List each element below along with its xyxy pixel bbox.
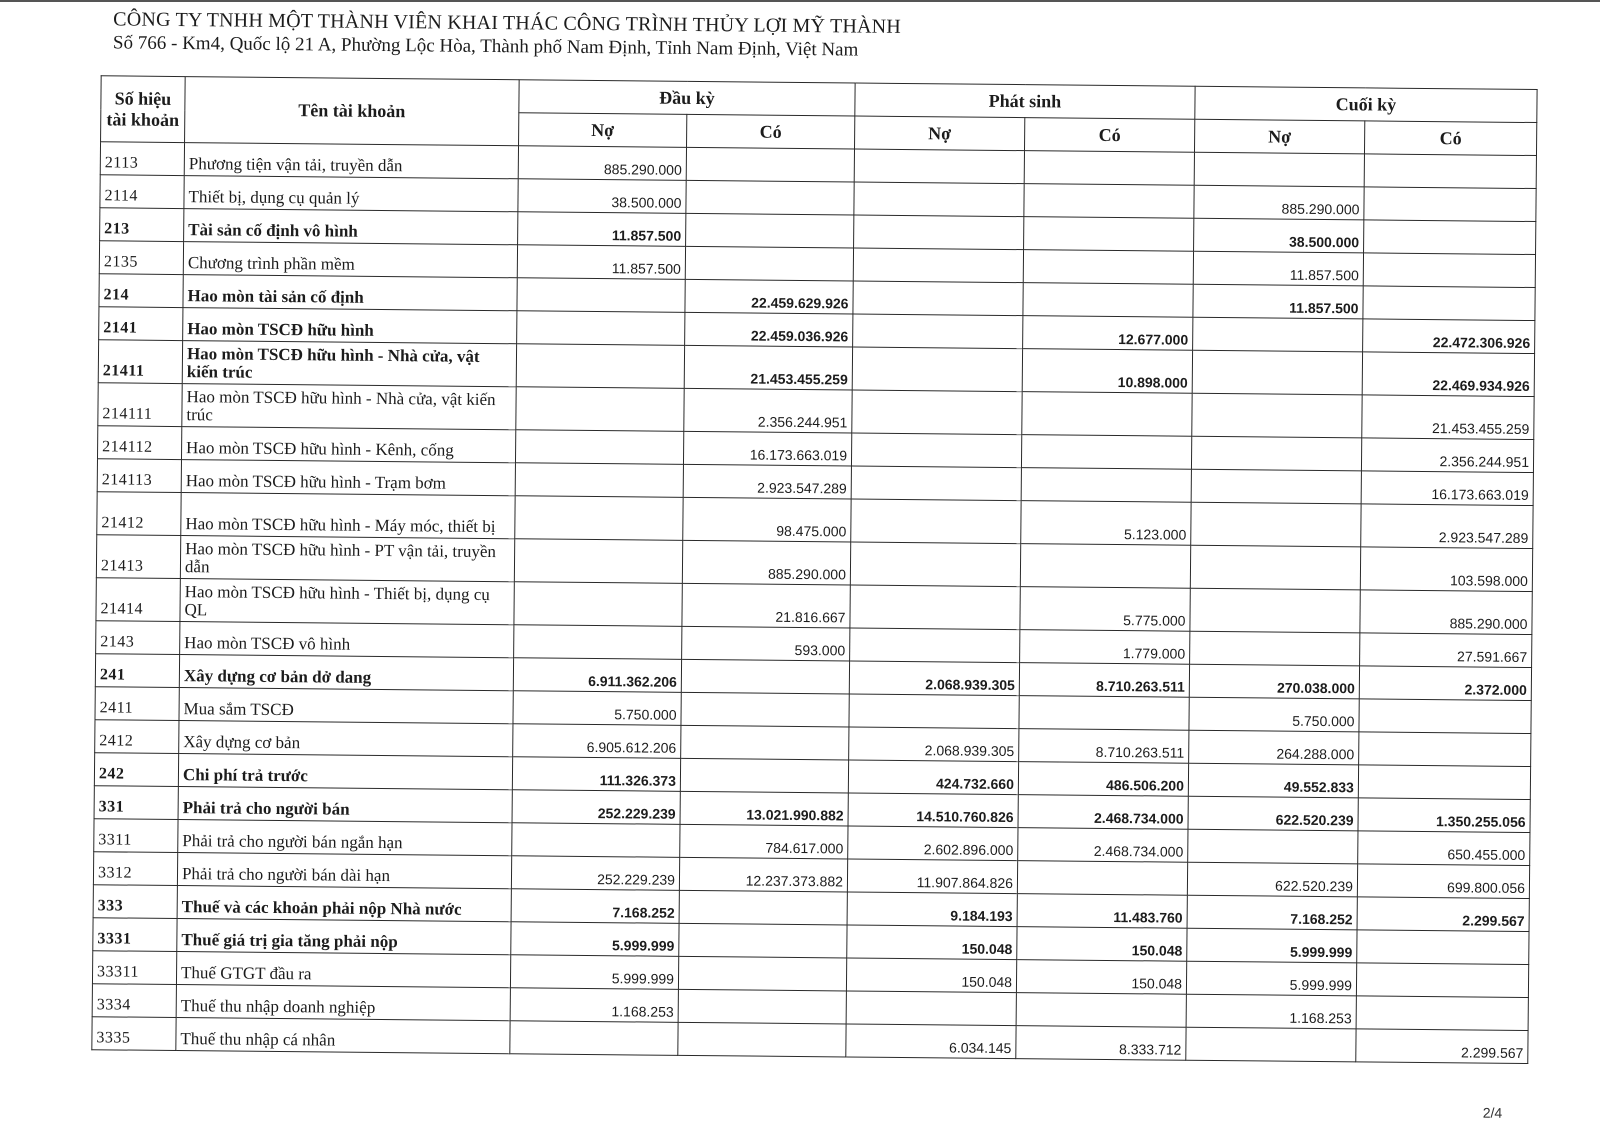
account-code-cell: 21412: [97, 492, 181, 536]
opening-debit-cell: 885.290.000: [518, 146, 686, 181]
movement-debit-cell: 150.048: [847, 925, 1017, 960]
closing-credit-cell: [1357, 930, 1529, 965]
header-movement: Phát sinh: [855, 83, 1195, 119]
closing-debit-cell: [1186, 1027, 1356, 1062]
closing-debit-cell: 885.290.000: [1194, 185, 1364, 220]
movement-debit-cell: [850, 585, 1020, 630]
movement-credit-cell: [1019, 696, 1189, 731]
closing-credit-cell: 2.299.567: [1357, 897, 1529, 932]
opening-credit-cell: [685, 246, 853, 281]
account-code-cell: 331: [94, 786, 178, 820]
opening-debit-cell: [514, 582, 682, 627]
account-code-cell: 214111: [98, 383, 182, 427]
closing-debit-cell: 270.038.000: [1189, 664, 1359, 699]
page-number: 2/4: [1482, 1104, 1503, 1121]
header-account-name: Tên tài khoản: [185, 77, 520, 146]
closing-credit-cell: 699.800.056: [1357, 864, 1529, 899]
account-name-cell: Xây dựng cơ bản: [179, 721, 513, 757]
opening-credit-cell: [681, 659, 849, 694]
closing-debit-cell: 622.520.239: [1188, 796, 1358, 831]
movement-credit-cell: 10.898.000: [1022, 349, 1192, 394]
header-closing-credit: Có: [1364, 121, 1536, 156]
account-code-cell: 3311: [94, 819, 178, 853]
opening-credit-cell: 2.356.244.951: [684, 388, 852, 433]
movement-credit-cell: 8.333.712: [1016, 1026, 1186, 1061]
movement-credit-cell: 150.048: [1017, 927, 1187, 962]
trial-balance-table: [91, 75, 1537, 1064]
closing-debit-cell: 264.288.000: [1189, 730, 1359, 765]
movement-credit-cell: 12.677.000: [1023, 316, 1193, 351]
closing-credit-cell: [1364, 187, 1536, 222]
account-name-cell: Thuế thu nhập cá nhân: [176, 1018, 510, 1054]
account-code-cell: 2113: [100, 142, 184, 176]
closing-debit-cell: 622.520.239: [1187, 862, 1357, 897]
account-name-cell: Hao mòn TSCĐ hữu hình - Thiết bị, dụng cụ QL: [180, 579, 514, 625]
closing-credit-cell: 1.350.255.056: [1358, 798, 1530, 833]
movement-credit-cell: 2.468.734.000: [1018, 828, 1188, 863]
header-opening-credit: Có: [687, 114, 855, 149]
account-code-cell: 3334: [92, 984, 176, 1018]
opening-debit-cell: 111.326.373: [512, 757, 680, 792]
closing-debit-cell: 11.857.500: [1193, 284, 1363, 319]
movement-credit-cell: [1020, 544, 1190, 589]
opening-debit-cell: [517, 311, 685, 346]
account-code-cell: 241: [95, 654, 179, 688]
movement-credit-cell: [1023, 283, 1193, 318]
closing-debit-cell: [1188, 829, 1358, 864]
movement-credit-cell: [1024, 217, 1194, 252]
movement-debit-cell: [854, 182, 1024, 217]
opening-debit-cell: [516, 387, 684, 432]
opening-credit-cell: 98.475.000: [683, 497, 851, 542]
closing-debit-cell: 5.999.999: [1187, 928, 1357, 963]
opening-credit-cell: 12.237.373.882: [679, 857, 847, 892]
movement-credit-cell: [1021, 468, 1191, 503]
opening-debit-cell: [517, 278, 685, 313]
account-code-cell: 21414: [96, 578, 180, 622]
closing-credit-cell: 2.356.244.951: [1361, 438, 1533, 473]
account-code-cell: 3312: [93, 852, 177, 886]
closing-debit-cell: 7.168.252: [1187, 895, 1357, 930]
opening-debit-cell: 252.229.239: [512, 790, 680, 825]
opening-credit-cell: 593.000: [682, 626, 850, 661]
opening-debit-cell: [516, 344, 684, 389]
opening-debit-cell: 11.857.500: [518, 212, 686, 247]
movement-credit-cell: 11.483.760: [1017, 894, 1187, 929]
closing-credit-cell: 22.472.306.926: [1363, 319, 1535, 354]
header-opening-balance: Đầu kỳ: [519, 80, 855, 116]
opening-credit-cell: 22.459.036.926: [685, 312, 853, 347]
opening-debit-cell: [510, 1021, 678, 1056]
movement-debit-cell: [854, 149, 1024, 184]
closing-debit-cell: [1190, 631, 1360, 666]
opening-credit-cell: 13.021.990.882: [680, 791, 848, 826]
closing-credit-cell: [1359, 732, 1531, 767]
movement-debit-cell: [851, 499, 1021, 544]
header-movement-credit: Có: [1024, 118, 1194, 153]
account-code-cell: 3331: [93, 918, 177, 952]
closing-debit-cell: 5.750.000: [1189, 697, 1359, 732]
closing-debit-cell: [1191, 469, 1361, 504]
movement-credit-cell: [1022, 392, 1192, 437]
opening-credit-cell: [679, 890, 847, 925]
closing-credit-cell: 2.299.567: [1356, 1029, 1528, 1064]
account-name-cell: Hao mòn TSCĐ hữu hình - PT vận tải, truyền dẫn: [180, 536, 514, 582]
closing-credit-cell: 650.455.000: [1358, 831, 1530, 866]
closing-credit-cell: [1364, 220, 1536, 255]
account-name-cell: Phải trả cho người bán ngắn hạn: [178, 820, 512, 856]
movement-debit-cell: 2.068.939.305: [849, 661, 1019, 696]
movement-credit-cell: 486.506.200: [1018, 762, 1188, 797]
opening-debit-cell: 5.750.000: [513, 691, 681, 726]
movement-debit-cell: 6.034.145: [846, 1024, 1016, 1059]
opening-credit-cell: [681, 692, 849, 727]
closing-credit-cell: [1358, 765, 1530, 800]
account-name-cell: Hao mòn TSCĐ hữu hình - Nhà cửa, vật kiến trúc: [182, 341, 516, 387]
opening-debit-cell: [515, 463, 683, 498]
movement-credit-cell: [1024, 184, 1194, 219]
header-closing-balance: Cuối kỳ: [1195, 86, 1537, 122]
account-name-cell: Thuế và các khoản phải nộp Nhà nước: [177, 886, 511, 922]
opening-credit-cell: [686, 213, 854, 248]
movement-debit-cell: 2.068.939.305: [849, 727, 1019, 762]
closing-debit-cell: [1192, 393, 1362, 438]
movement-debit-cell: [853, 281, 1023, 316]
account-name-cell: Thuế giá trị gia tăng phải nộp: [177, 919, 511, 955]
movement-credit-cell: [1017, 861, 1187, 896]
movement-credit-cell: [1021, 435, 1191, 470]
closing-credit-cell: [1356, 996, 1528, 1031]
opening-debit-cell: [512, 823, 680, 858]
closing-debit-cell: 1.168.253: [1186, 994, 1356, 1029]
opening-credit-cell: [680, 758, 848, 793]
opening-credit-cell: 22.459.629.926: [685, 279, 853, 314]
opening-debit-cell: [514, 625, 682, 660]
opening-debit-cell: [515, 496, 683, 541]
account-name-cell: Thuế GTGT đầu ra: [176, 952, 510, 988]
account-code-cell: 2143: [96, 621, 180, 655]
opening-debit-cell: 6.911.362.206: [513, 658, 681, 693]
movement-debit-cell: 11.907.864.826: [847, 859, 1017, 894]
movement-credit-cell: 2.468.734.000: [1018, 795, 1188, 830]
closing-credit-cell: 885.290.000: [1360, 590, 1532, 635]
account-name-cell: Hao mòn TSCĐ hữu hình - Trạm bơm: [181, 460, 515, 496]
account-name-cell: Phương tiện vận tải, truyền dẫn: [184, 143, 518, 179]
account-code-cell: 2114: [100, 175, 184, 209]
account-code-cell: 3335: [92, 1017, 176, 1051]
account-code-cell: 333: [93, 885, 177, 919]
opening-credit-cell: [681, 725, 849, 760]
movement-debit-cell: [851, 466, 1021, 501]
account-code-cell: 2411: [95, 687, 179, 721]
opening-credit-cell: [679, 923, 847, 958]
movement-debit-cell: [849, 694, 1019, 729]
account-name-cell: Tài sản cố định vô hình: [184, 209, 518, 245]
opening-debit-cell: 5.999.999: [510, 955, 678, 990]
movement-debit-cell: 424.732.660: [848, 760, 1018, 795]
account-name-cell: Xây dựng cơ bản dở dang: [179, 655, 513, 691]
closing-debit-cell: 5.999.999: [1186, 961, 1356, 996]
header-account-code: Số hiệu tài khoản: [101, 76, 186, 143]
account-name-cell: Chương trình phần mềm: [183, 242, 517, 278]
movement-debit-cell: [851, 433, 1021, 468]
header-closing-debit: Nợ: [1194, 119, 1364, 154]
opening-debit-cell: 11.857.500: [517, 245, 685, 280]
movement-debit-cell: 150.048: [846, 958, 1016, 993]
movement-debit-cell: [854, 215, 1024, 250]
closing-debit-cell: [1191, 502, 1361, 547]
account-name-cell: Hao mòn tài sản cố định: [183, 275, 517, 311]
account-code-cell: 242: [94, 753, 178, 787]
movement-credit-cell: 150.048: [1016, 960, 1186, 995]
document-header: [113, 7, 1013, 64]
opening-credit-cell: 21.816.667: [682, 583, 850, 628]
movement-debit-cell: 14.510.760.826: [848, 793, 1018, 828]
company-name: CÔNG TY TNHH MỘT THÀNH VIÊN KHAI THÁC CÔNG TRÌNH THỦY LỢI MỸ THÀNH: [113, 8, 902, 38]
account-code-cell: 2412: [95, 720, 179, 754]
opening-credit-cell: [678, 989, 846, 1024]
opening-debit-cell: 38.500.000: [518, 179, 686, 214]
account-code-cell: 2141: [99, 307, 183, 341]
account-code-cell: 214112: [97, 426, 181, 460]
account-name-cell: Hao mòn TSCĐ hữu hình: [183, 308, 517, 344]
opening-credit-cell: [686, 147, 854, 182]
movement-credit-cell: [1024, 151, 1194, 186]
closing-debit-cell: 38.500.000: [1194, 218, 1364, 253]
movement-debit-cell: [852, 347, 1022, 392]
opening-credit-cell: 16.173.663.019: [683, 431, 851, 466]
header-movement-debit: Nợ: [855, 116, 1025, 151]
account-name-cell: Phải trả cho người bán dài hạn: [177, 853, 511, 889]
account-code-cell: 2135: [99, 241, 183, 275]
opening-debit-cell: 1.168.253: [510, 988, 678, 1023]
opening-debit-cell: 252.229.239: [511, 856, 679, 891]
opening-credit-cell: 21.453.455.259: [684, 345, 852, 390]
account-name-cell: Thiết bị, dụng cụ quản lý: [184, 176, 518, 212]
account-name-cell: Hao mòn TSCĐ hữu hình - Máy móc, thiết bị: [181, 493, 515, 539]
table-body: [92, 142, 1537, 1064]
account-name-cell: Mua sắm TSCĐ: [179, 688, 513, 724]
closing-credit-cell: [1363, 253, 1535, 288]
movement-debit-cell: [850, 542, 1020, 587]
account-name-cell: Thuế thu nhập doanh nghiệp: [176, 985, 510, 1021]
closing-credit-cell: 21.453.455.259: [1362, 395, 1534, 440]
movement-credit-cell: 5.775.000: [1020, 587, 1190, 632]
movement-debit-cell: [846, 991, 1016, 1026]
closing-credit-cell: 2.372.000: [1359, 666, 1531, 701]
account-name-cell: Hao mòn TSCĐ hữu hình - Kênh, cống: [181, 427, 515, 463]
closing-credit-cell: 22.469.934.926: [1362, 352, 1534, 397]
movement-credit-cell: 8.710.263.511: [1019, 729, 1189, 764]
closing-credit-cell: [1356, 963, 1528, 998]
closing-debit-cell: 49.552.833: [1188, 763, 1358, 798]
movement-debit-cell: [853, 314, 1023, 349]
movement-debit-cell: [853, 248, 1023, 283]
account-code-cell: 21411: [98, 340, 182, 384]
account-code-cell: 213: [100, 208, 184, 242]
closing-credit-cell: 27.591.667: [1360, 633, 1532, 668]
opening-credit-cell: 2.923.547.289: [683, 464, 851, 499]
opening-debit-cell: [515, 430, 683, 465]
opening-debit-cell: 7.168.252: [511, 889, 679, 924]
movement-debit-cell: 2.602.896.000: [848, 826, 1018, 861]
closing-credit-cell: [1359, 699, 1531, 734]
account-code-cell: 214: [99, 274, 183, 308]
opening-credit-cell: 784.617.000: [680, 824, 848, 859]
closing-debit-cell: [1190, 545, 1360, 590]
header-opening-debit: Nợ: [519, 113, 687, 148]
account-name-cell: Hao mòn TSCĐ vô hình: [180, 622, 514, 658]
opening-debit-cell: [514, 539, 682, 584]
closing-debit-cell: [1192, 350, 1362, 395]
company-address: Số 766 - Km4, Quốc lộ 21 A, Phường Lộc Hòa, Thành phố Nam Định, Tỉnh Nam Định, Việt Nam: [112, 32, 859, 61]
closing-credit-cell: [1363, 286, 1535, 321]
account-name-cell: Hao mòn TSCĐ hữu hình - Nhà cửa, vật kiến trúc: [182, 384, 516, 430]
closing-debit-cell: [1190, 588, 1360, 633]
account-name-cell: Phải trả cho người bán: [178, 787, 512, 823]
movement-credit-cell: 5.123.000: [1021, 501, 1191, 546]
opening-credit-cell: 885.290.000: [682, 540, 850, 585]
opening-credit-cell: [686, 180, 854, 215]
closing-credit-cell: 103.598.000: [1360, 547, 1532, 592]
closing-debit-cell: [1191, 436, 1361, 471]
movement-credit-cell: 1.779.000: [1020, 630, 1190, 665]
opening-credit-cell: [678, 1022, 846, 1057]
movement-debit-cell: [852, 390, 1022, 435]
opening-debit-cell: 6.905.612.206: [513, 724, 681, 759]
account-code-cell: 33311: [92, 951, 176, 985]
movement-credit-cell: 8.710.263.511: [1019, 663, 1189, 698]
account-name-cell: Chi phí trả trước: [178, 754, 512, 790]
account-code-cell: 214113: [97, 459, 181, 493]
movement-credit-cell: [1016, 993, 1186, 1028]
closing-credit-cell: 2.923.547.289: [1361, 504, 1533, 549]
opening-credit-cell: [678, 956, 846, 991]
account-code-cell: 21413: [96, 535, 180, 579]
closing-credit-cell: 16.173.663.019: [1361, 471, 1533, 506]
closing-debit-cell: [1193, 317, 1363, 352]
movement-credit-cell: [1023, 250, 1193, 285]
closing-credit-cell: [1364, 154, 1536, 189]
opening-debit-cell: 5.999.999: [511, 922, 679, 957]
closing-debit-cell: 11.857.500: [1193, 251, 1363, 286]
movement-debit-cell: [850, 628, 1020, 663]
movement-debit-cell: 9.184.193: [847, 892, 1017, 927]
closing-debit-cell: [1194, 152, 1364, 187]
